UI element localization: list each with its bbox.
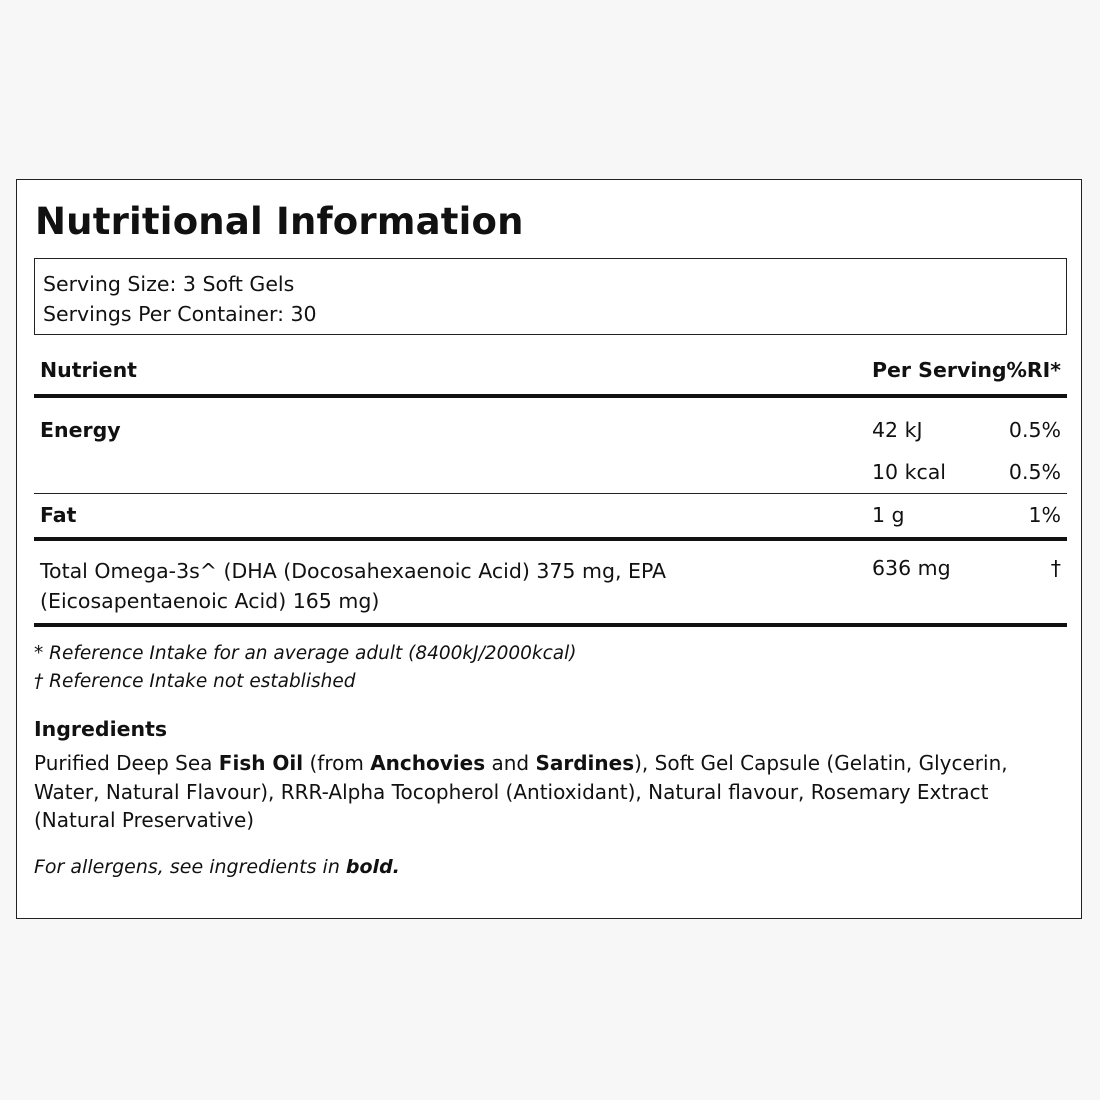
ingredients-part: (from	[303, 751, 371, 775]
fat-per-serving: 1 g	[872, 503, 905, 527]
ingredients-allergen: Anchovies	[370, 751, 486, 775]
ingredients-part: and	[485, 751, 536, 775]
ingredients-part: Purified Deep Sea	[34, 751, 219, 775]
omega-ri: †	[1050, 556, 1061, 580]
footnotes	[34, 640, 576, 696]
energy-kcal-ri: 0.5%	[1008, 460, 1061, 484]
energy-label: Energy	[40, 418, 121, 442]
table-row-energy	[34, 398, 1067, 494]
energy-kcal: 10 kcal	[872, 460, 947, 484]
table-header-row	[34, 348, 1067, 398]
header-nutrient: Nutrient	[40, 358, 137, 382]
fat-label: Fat	[40, 503, 77, 527]
ingredients-allergen: Sardines	[535, 751, 635, 775]
allergen-note-bold: bold.	[345, 856, 400, 878]
table-row-omega	[34, 541, 1067, 627]
header-per-serving: Per Serving	[872, 358, 1007, 382]
allergen-note-text: For allergens, see ingredients in	[34, 856, 346, 878]
ingredients-allergen: Fish Oil	[218, 751, 304, 775]
table-row-fat	[34, 494, 1067, 541]
serving-size: Serving Size: 3 Soft Gels	[43, 272, 295, 296]
footnote-reference-intake: * Reference Intake for an average adult (8400kJ/2000kcal)	[34, 643, 577, 664]
allergen-note	[34, 856, 400, 878]
ingredients-part: ), Soft Gel Capsule (Gelatin, Glycerin, Water, Natural Flavour), RRR-Alpha Tocopherol (Antioxidant), Natural flavour, Rosemary Extract (Natural Preservative)	[34, 751, 1008, 832]
serving-info-box	[34, 258, 1067, 335]
header-ri: %RI*	[1006, 358, 1061, 382]
nutrition-table	[34, 348, 1067, 627]
energy-kj: 42 kJ	[872, 418, 923, 442]
ingredients-heading: Ingredients	[34, 717, 168, 741]
nutrition-panel	[16, 179, 1082, 919]
omega-label: Total Omega-3s^ (DHA (Docosahexaenoic Acid) 375 mg, EPA (Eicosapentaenoic Acid) 165 mg)	[40, 559, 667, 613]
servings-per-container: Servings Per Container: 30	[43, 302, 317, 326]
footnote-not-established: † Reference Intake not established	[34, 671, 356, 692]
omega-per-serving: 636 mg	[872, 556, 951, 580]
energy-kj-ri: 0.5%	[1008, 418, 1061, 442]
ingredients-text	[34, 749, 1024, 835]
fat-ri: 1%	[1028, 503, 1061, 527]
page-title: Nutritional Information	[35, 200, 524, 243]
